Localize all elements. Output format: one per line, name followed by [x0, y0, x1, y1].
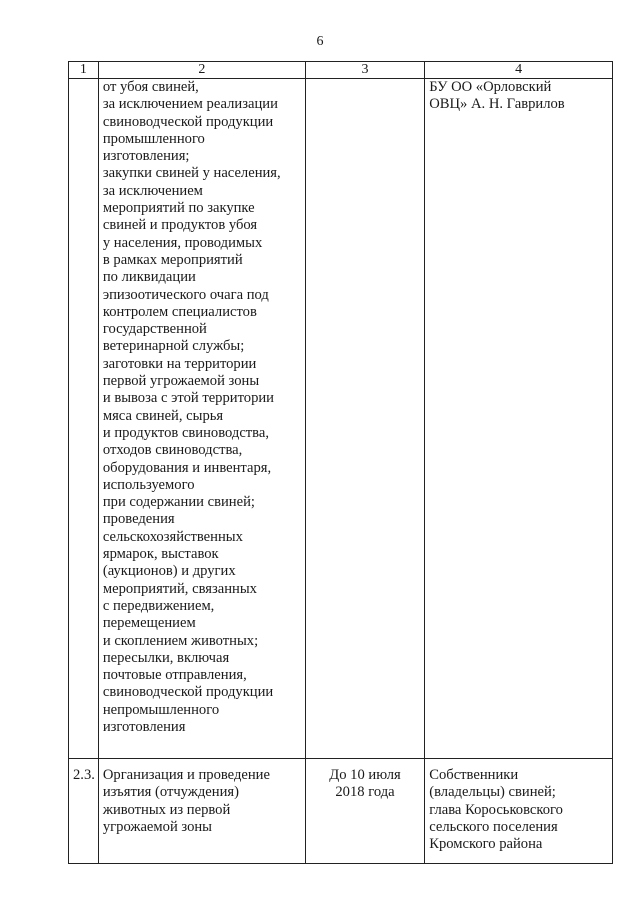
- text-line: мяса свиней, сырья: [102, 407, 224, 424]
- measure-cell: [98, 79, 305, 759]
- text-line: 2018 года: [335, 784, 395, 801]
- text-line: свиноводческой продукции: [102, 684, 274, 701]
- text-line: у населения, проводимых: [102, 234, 263, 251]
- text-line: заготовки на территории: [102, 355, 257, 372]
- text-line: Организация и проведение: [102, 767, 270, 783]
- text-line: в рамках мероприятий: [102, 251, 243, 268]
- text-line: проведения: [102, 511, 175, 528]
- measures-table: [68, 61, 613, 864]
- text-line: и продуктов свиноводства,: [102, 424, 269, 441]
- header-col-3: 3: [305, 62, 424, 79]
- text-line: непромышленного: [102, 701, 220, 718]
- text-line: промышленного: [102, 130, 205, 147]
- text-line: с передвижением,: [102, 597, 215, 614]
- header-col-1: 1: [69, 62, 99, 79]
- text-line: ярмарок, выставок: [102, 546, 219, 563]
- text-line: изготовления;: [102, 148, 190, 165]
- text-line: пересылки, включая: [102, 649, 230, 666]
- text-line: мероприятий, связанных: [102, 580, 257, 597]
- text-line: первой угрожаемой зоны: [102, 373, 260, 390]
- text-line: угрожаемой зоны: [102, 818, 212, 835]
- text-line: сельского поселения: [429, 818, 558, 835]
- text-line: за исключением реализации: [102, 96, 278, 113]
- text-line: БУ ОО «Орловский: [429, 79, 552, 95]
- text-line: контролем специалистов: [102, 303, 257, 320]
- text-line: ветеринарной службы;: [102, 338, 245, 355]
- text-line: (аукционов) и других: [102, 563, 236, 580]
- text-line: изготовления: [102, 718, 186, 735]
- text-line: (владельцы) свиней;: [429, 784, 556, 801]
- text-line: почтовые отправления,: [102, 667, 247, 684]
- measure-cell: [98, 759, 305, 864]
- text-line: отходов свиноводства,: [102, 442, 243, 459]
- text-line: Собственники: [429, 767, 519, 783]
- text-line: при содержании свиней;: [102, 494, 255, 511]
- responsible-cell: [425, 79, 613, 759]
- text-line: эпизоотического очага под: [102, 286, 269, 303]
- text-line: До 10 июля: [329, 767, 401, 783]
- deadline-cell: [305, 79, 424, 759]
- table-row: [69, 759, 613, 864]
- text-line: сельскохозяйственных: [102, 528, 243, 545]
- text-line: животных из первой: [102, 801, 231, 818]
- table-row: [69, 79, 613, 759]
- text-line: государственной: [102, 321, 207, 338]
- text-line: глава Короськовского: [429, 801, 563, 818]
- table-header-row: [69, 62, 613, 79]
- text-line: закупки свиней у населения,: [102, 165, 281, 182]
- text-line: Кромского района: [429, 836, 543, 853]
- text-line: за исключением: [102, 182, 203, 199]
- text-line: свиней и продуктов убоя: [102, 217, 258, 234]
- text-line: оборудования и инвентаря,: [102, 459, 272, 476]
- text-line: и скоплением животных;: [102, 632, 259, 649]
- header-col-4: 4: [425, 62, 613, 79]
- deadline-cell: [305, 759, 424, 864]
- text-line: изъятия (отчуждения): [102, 784, 239, 801]
- text-line: и вывоза с этой территории: [102, 390, 274, 407]
- page-number: 6: [316, 34, 324, 49]
- row-number: [69, 79, 99, 759]
- text-line: используемого: [102, 476, 195, 493]
- text-line: от убоя свиней,: [102, 79, 199, 95]
- responsible-cell: [425, 759, 613, 864]
- row-number: 2.3.: [69, 759, 99, 864]
- text-line: свиноводческой продукции: [102, 113, 274, 130]
- text-line: ОВЦ» А. Н. Гаврилов: [429, 96, 565, 113]
- text-line: мероприятий по закупке: [102, 200, 255, 217]
- text-line: перемещением: [102, 615, 196, 632]
- text-line: по ликвидации: [102, 269, 196, 286]
- header-col-2: 2: [98, 62, 305, 79]
